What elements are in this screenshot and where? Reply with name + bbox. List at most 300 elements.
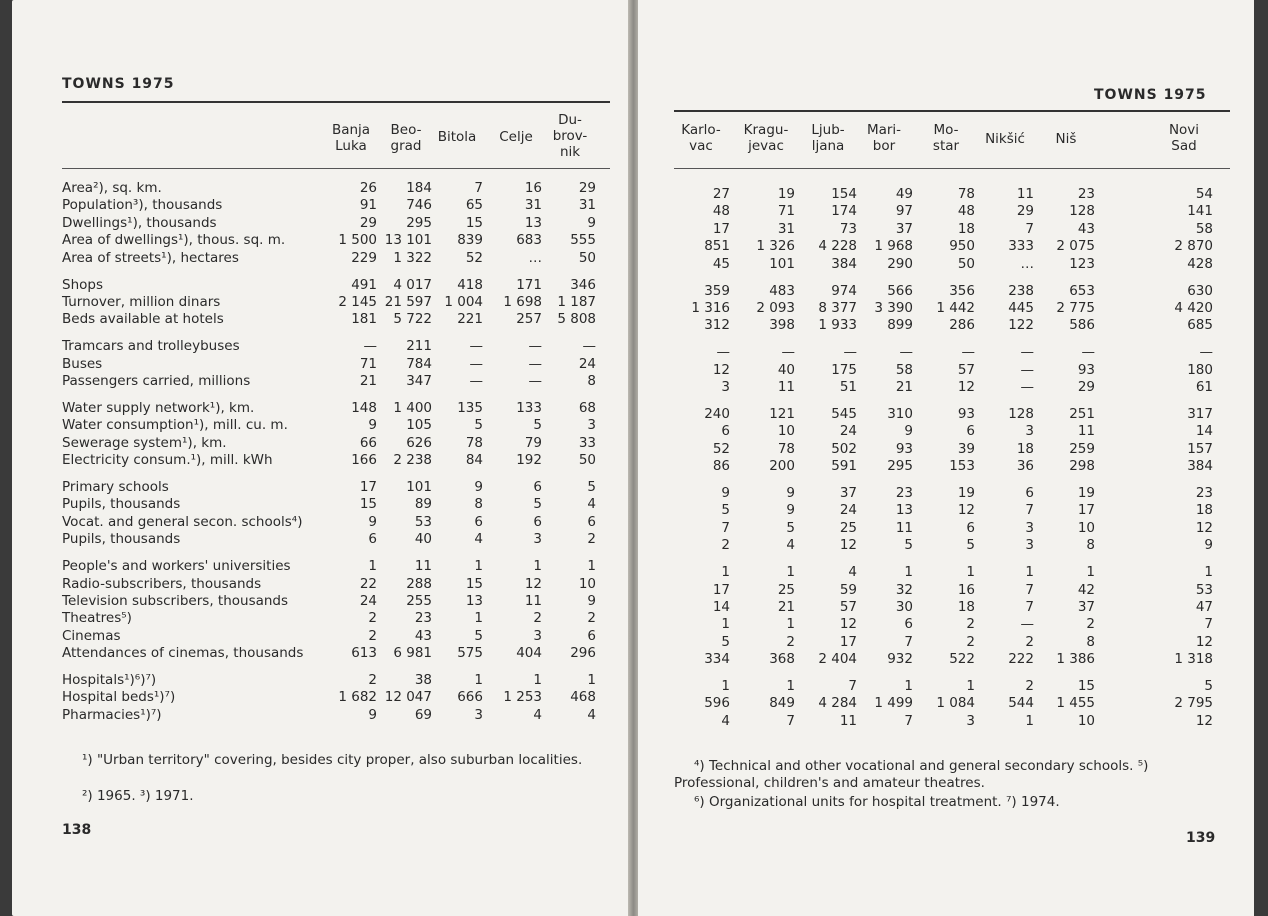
cell-value: — — [1020, 616, 1034, 633]
cell-value: 2 — [1025, 633, 1034, 650]
cell-value: 128 — [1008, 405, 1034, 422]
cell-value: 24 — [839, 423, 857, 440]
cell-value: 9 — [786, 502, 795, 519]
cell-value: 78 — [777, 440, 795, 457]
cell-value: 15 — [1077, 678, 1095, 694]
cell-value: 52 — [712, 440, 730, 457]
cell-value: 37 — [895, 220, 913, 237]
cell-value: 7 — [786, 712, 795, 729]
header-rule — [674, 168, 1230, 169]
cell-value: 2 093 — [756, 299, 795, 316]
cell-value: 575 — [457, 645, 483, 662]
cell-value: 255 — [406, 592, 432, 609]
cell-value: 1 — [904, 678, 913, 694]
cell-value: 18 — [957, 220, 975, 237]
cell-value: 29 — [1077, 379, 1095, 395]
cell-value: 6 — [533, 513, 542, 530]
cell-value: 2 — [368, 627, 377, 644]
cell-value: 15 — [359, 496, 377, 513]
cell-value: 6 — [474, 513, 483, 530]
cell-value: 1 — [1025, 564, 1034, 581]
cell-value: 10 — [777, 423, 795, 440]
cell-value: 4 — [587, 706, 596, 723]
column-header — [733, 122, 799, 154]
cell-value: 229 — [351, 249, 377, 266]
cell-value: 1 — [474, 558, 483, 575]
cell-value: 24 — [839, 502, 857, 519]
cell-value: 1 318 — [1174, 651, 1213, 668]
cell-value: 78 — [957, 186, 975, 202]
cell-value: 19 — [777, 186, 795, 202]
row-label: Sewerage system¹), km. — [62, 434, 227, 451]
cell-value: 97 — [895, 203, 913, 220]
cell-value: 295 — [406, 214, 432, 231]
row-label: Buses — [62, 355, 103, 372]
cell-value: 180 — [1187, 361, 1213, 378]
row-label: Television subscribers, thousands — [62, 592, 289, 609]
row-label: Shops — [62, 276, 103, 293]
page-heading: TOWNS 1975 — [1094, 87, 1207, 103]
cell-value: 666 — [457, 689, 483, 706]
cell-value: 17 — [712, 581, 730, 598]
cell-value: 333 — [1008, 238, 1034, 255]
cell-value: 57 — [839, 598, 857, 615]
cell-value: 1 442 — [936, 299, 975, 316]
cell-value: — — [1020, 361, 1034, 378]
cell-value: 1 — [533, 672, 542, 688]
cell-value: 12 — [712, 361, 730, 378]
cell-value: 14 — [712, 598, 730, 615]
row-label: Tramcars and trolleybuses — [62, 338, 240, 355]
cell-value: 428 — [1187, 255, 1213, 272]
cell-value: 5 — [721, 502, 730, 519]
cell-value: — — [469, 355, 483, 372]
cell-value: 5 722 — [393, 311, 432, 328]
cell-value: 22 — [359, 575, 377, 592]
cell-value: 93 — [895, 440, 913, 457]
cell-value: — — [528, 355, 542, 372]
cell-value: 544 — [1008, 695, 1034, 712]
cell-value: 9 — [1204, 537, 1213, 554]
cell-value: 8 — [474, 496, 483, 513]
cell-value: 1 253 — [503, 689, 542, 706]
column-header-line: jevac — [748, 138, 784, 154]
cell-value: 5 — [533, 417, 542, 434]
cell-value: — — [363, 338, 377, 355]
cell-value: 84 — [465, 452, 483, 469]
cell-value: — — [716, 344, 730, 361]
heading-rule — [62, 101, 610, 103]
cell-value: 1 968 — [874, 238, 913, 255]
cell-value: 566 — [887, 282, 913, 299]
cell-value: 12 — [957, 502, 975, 519]
cell-value: 43 — [414, 627, 432, 644]
cell-value: 6 — [966, 519, 975, 536]
cell-value: 31 — [578, 197, 596, 214]
cell-value: 1 — [966, 564, 975, 581]
cell-value: 251 — [1069, 405, 1095, 422]
cell-value: 974 — [831, 282, 857, 299]
cell-value: 101 — [406, 479, 432, 495]
cell-value: 93 — [957, 405, 975, 422]
page-number: 139 — [1186, 830, 1216, 846]
column-header-line: Celje — [499, 129, 533, 145]
cell-value: 9 — [904, 423, 913, 440]
row-label: Passengers carried, millions — [62, 373, 251, 389]
cell-value: 2 — [1025, 678, 1034, 694]
cell-value: 6 — [533, 479, 542, 495]
cell-value: 2 — [587, 531, 596, 548]
cell-value: 23 — [414, 610, 432, 627]
cell-value: 7 — [721, 519, 730, 536]
column-header — [427, 129, 487, 145]
cell-value: 57 — [957, 361, 975, 378]
cell-value: 1 — [1204, 564, 1213, 581]
row-label: Attendances of cinemas, thousands — [62, 645, 304, 662]
cell-value: 73 — [839, 220, 857, 237]
cell-value: 37 — [1077, 598, 1095, 615]
cell-value: 5 — [966, 537, 975, 554]
cell-value: 9 — [587, 214, 596, 231]
cell-value: 13 — [895, 502, 913, 519]
cell-value: 68 — [578, 399, 596, 416]
cell-value: 445 — [1008, 299, 1034, 316]
cell-value: 3 — [474, 706, 483, 723]
column-header-line: vac — [689, 138, 713, 154]
cell-value: 5 — [533, 496, 542, 513]
cell-value: 839 — [457, 232, 483, 249]
row-label: Water consumption¹), mill. cu. m. — [62, 417, 288, 434]
cell-value: 15 — [465, 214, 483, 231]
cell-value: 347 — [406, 373, 432, 389]
cell-value: 7 — [1025, 598, 1034, 615]
cell-value: 6 — [368, 531, 377, 548]
row-label: Theatres⁵) — [62, 610, 132, 627]
cell-value: 61 — [1195, 379, 1213, 395]
cell-value: 2 238 — [393, 452, 432, 469]
cell-value: 6 — [966, 423, 975, 440]
cell-value: 545 — [831, 405, 857, 422]
cell-value: 5 — [904, 537, 913, 554]
cell-value: 3 — [966, 712, 975, 729]
cell-value: 12 — [957, 379, 975, 395]
cell-value: 6 — [587, 627, 596, 644]
column-header — [913, 122, 979, 154]
cell-value: 18 — [1016, 440, 1034, 457]
cell-value: 2 404 — [818, 651, 857, 668]
cell-value: 2 — [786, 633, 795, 650]
cell-value: 3 390 — [874, 299, 913, 316]
row-label: Beds available at hotels — [62, 311, 224, 328]
cell-value: 1 — [721, 616, 730, 633]
cell-value: 1 326 — [756, 238, 795, 255]
cell-value: 105 — [406, 417, 432, 434]
cell-value: 47 — [1195, 598, 1213, 615]
cell-value: 12 — [1195, 712, 1213, 729]
cell-value: 296 — [570, 645, 596, 662]
cell-value: 851 — [704, 238, 730, 255]
cell-value: 8 377 — [818, 299, 857, 316]
cell-value: 135 — [457, 399, 483, 416]
row-label: Electricity consum.¹), mill. kWh — [62, 452, 273, 469]
column-header — [321, 122, 381, 154]
cell-value: 32 — [895, 581, 913, 598]
cell-value: 596 — [704, 695, 730, 712]
column-header-line: Karlo- — [681, 122, 721, 138]
cell-value: 295 — [887, 458, 913, 475]
column-header-line: Mari- — [866, 122, 902, 138]
cell-value: 54 — [1195, 186, 1213, 202]
page-number: 138 — [62, 822, 92, 838]
cell-value: 123 — [1069, 255, 1095, 272]
cell-value: 7 — [1025, 581, 1034, 598]
cell-value: — — [582, 338, 596, 355]
cell-value: 630 — [1187, 282, 1213, 299]
cell-value: 356 — [949, 282, 975, 299]
cell-value: 37 — [839, 485, 857, 501]
cell-value: 9 — [474, 479, 483, 495]
cell-value: 43 — [1077, 220, 1095, 237]
cell-value: 7 — [904, 633, 913, 650]
cell-value: 7 — [1025, 502, 1034, 519]
cell-value: 555 — [570, 232, 596, 249]
cell-value: 899 — [887, 317, 913, 334]
cell-value: 4 017 — [393, 276, 432, 293]
cell-value: 45 — [712, 255, 730, 272]
row-label: Hospitals¹)⁶)⁷) — [62, 672, 157, 688]
cell-value: 1 — [474, 672, 483, 688]
cell-value: 14 — [1195, 423, 1213, 440]
cell-value: 685 — [1187, 317, 1213, 334]
cell-value: 121 — [769, 405, 795, 422]
cell-value: 52 — [465, 249, 483, 266]
cell-value: 24 — [578, 355, 596, 372]
footnote-urban-territory: ¹) "Urban territory" covering, besides city proper, also suburban localities. — [82, 752, 583, 768]
cell-value: 4 — [533, 706, 542, 723]
cell-value: 11 — [1077, 423, 1095, 440]
row-label: Primary schools — [62, 479, 169, 495]
cell-value: 17 — [359, 479, 377, 495]
cell-value: 7 — [848, 678, 857, 694]
cell-value: 174 — [831, 203, 857, 220]
cell-value: 522 — [949, 651, 975, 668]
cell-value: 8 — [1086, 633, 1095, 650]
cell-value: 9 — [368, 513, 377, 530]
cell-value: — — [469, 373, 483, 389]
cell-value: 175 — [831, 361, 857, 378]
cell-value: 29 — [578, 180, 596, 196]
cell-value: 398 — [769, 317, 795, 334]
column-header-line: Kragu- — [743, 122, 789, 138]
cell-value: 312 — [704, 317, 730, 334]
column-header — [668, 122, 734, 154]
cell-value: 7 — [1204, 616, 1213, 633]
row-label: Cinemas — [62, 627, 121, 644]
cell-value: 7 — [1025, 220, 1034, 237]
cell-value: 6 — [1025, 485, 1034, 501]
cell-value: 7 — [904, 712, 913, 729]
cell-value: 334 — [704, 651, 730, 668]
column-header-line: bor — [872, 138, 896, 154]
cell-value: 7 — [474, 180, 483, 196]
cell-value: 784 — [406, 355, 432, 372]
cell-value: 11 — [414, 558, 432, 575]
cell-value: 11 — [524, 592, 542, 609]
cell-value: 222 — [1008, 651, 1034, 668]
cell-value: 184 — [406, 180, 432, 196]
cell-value: 30 — [895, 598, 913, 615]
cell-value: … — [1020, 255, 1034, 272]
cell-value: 17 — [712, 220, 730, 237]
cell-value: 66 — [359, 434, 377, 451]
cell-value: 58 — [1195, 220, 1213, 237]
cell-value: 3 — [533, 627, 542, 644]
cell-value: — — [899, 344, 913, 361]
column-header-line: ljana — [811, 138, 845, 154]
cell-value: 2 — [368, 672, 377, 688]
cell-value: 78 — [465, 434, 483, 451]
cell-value: 6 — [587, 513, 596, 530]
cell-value: 317 — [1187, 405, 1213, 422]
cell-value: 12 — [1195, 519, 1213, 536]
column-header-line: Ljub- — [811, 122, 845, 138]
column-header-line: brov- — [552, 128, 588, 144]
cell-value: 33 — [578, 434, 596, 451]
column-header-line: Du- — [558, 112, 582, 128]
cell-value: 2 145 — [338, 293, 377, 310]
cell-value: 2 — [533, 610, 542, 627]
cell-value: 849 — [769, 695, 795, 712]
right-page — [638, 0, 1254, 916]
cell-value: 25 — [839, 519, 857, 536]
cell-value: 2 — [966, 633, 975, 650]
cell-value: 36 — [1016, 458, 1034, 475]
column-header — [851, 122, 917, 154]
cell-value: 40 — [414, 531, 432, 548]
cell-value: 21 — [359, 373, 377, 389]
row-label: Radio-subscribers, thousands — [62, 575, 262, 592]
cell-value: 86 — [712, 458, 730, 475]
cell-value: 1 682 — [338, 689, 377, 706]
page-heading: TOWNS 1975 — [62, 76, 175, 92]
cell-value: 5 808 — [557, 311, 596, 328]
cell-value: 4 420 — [1174, 299, 1213, 316]
cell-value: 1 933 — [818, 317, 857, 334]
cell-value: 4 — [474, 531, 483, 548]
cell-value: 157 — [1187, 440, 1213, 457]
cell-value: 418 — [457, 276, 483, 293]
cell-value: — — [781, 344, 795, 361]
footnote-hospitals: ⁶) Organizational units for hospital treatment. ⁷) 1974. — [694, 794, 1060, 810]
cell-value: 1 — [786, 564, 795, 581]
cell-value: 26 — [359, 180, 377, 196]
cell-value: 2 — [368, 610, 377, 627]
cell-value: 49 — [895, 186, 913, 202]
cell-value: 4 — [587, 496, 596, 513]
cell-value: 10 — [1077, 712, 1095, 729]
cell-value: 48 — [712, 203, 730, 220]
cell-value: 2 075 — [1056, 238, 1095, 255]
cell-value: 404 — [516, 645, 542, 662]
cell-value: 1 084 — [936, 695, 975, 712]
heading-rule — [674, 110, 1230, 112]
cell-value: 4 284 — [818, 695, 857, 712]
cell-value: 21 597 — [384, 293, 432, 310]
header-rule — [62, 168, 610, 169]
cell-value: 1 698 — [503, 293, 542, 310]
cell-value: 384 — [1187, 458, 1213, 475]
cell-value: 31 — [524, 197, 542, 214]
cell-value: 932 — [887, 651, 913, 668]
cell-value: 21 — [895, 379, 913, 395]
cell-value: — — [528, 373, 542, 389]
cell-value: — — [1199, 344, 1213, 361]
cell-value: 17 — [1077, 502, 1095, 519]
cell-value: — — [843, 344, 857, 361]
cell-value: 12 — [1195, 633, 1213, 650]
row-label: Pupils, thousands — [62, 496, 181, 513]
cell-value: 3 — [587, 417, 596, 434]
cell-value: 1 316 — [691, 299, 730, 316]
cell-value: 192 — [516, 452, 542, 469]
cell-value: — — [961, 344, 975, 361]
cell-value: 2 — [587, 610, 596, 627]
row-label: Dwellings¹), thousands — [62, 214, 217, 231]
cell-value: 21 — [777, 598, 795, 615]
cell-value: — — [1081, 344, 1095, 361]
row-label: Turnover, million dinars — [62, 293, 221, 310]
cell-value: 1 — [474, 610, 483, 627]
column-header-line: star — [932, 138, 960, 154]
cell-value: 6 — [904, 616, 913, 633]
cell-value: 200 — [769, 458, 795, 475]
row-label: Area of dwellings¹), thous. sq. m. — [62, 232, 286, 249]
cell-value: 154 — [831, 186, 857, 202]
column-header-line: Luka — [335, 138, 367, 154]
cell-value: 50 — [957, 255, 975, 272]
cell-value: 8 — [587, 373, 596, 389]
cell-value: 11 — [895, 519, 913, 536]
row-label: Area²), sq. km. — [62, 180, 162, 196]
cell-value: 257 — [516, 311, 542, 328]
cell-value: 9 — [587, 592, 596, 609]
cell-value: 18 — [1195, 502, 1213, 519]
row-label: Population³), thousands — [62, 197, 223, 214]
column-header — [1151, 122, 1217, 154]
row-label: Pupils, thousands — [62, 531, 181, 548]
footnote-schools-theatres: ⁴) Technical and other vocational and general secondary schools. ⁵) Professional, children's and amateur theatres. — [674, 758, 1149, 791]
cell-value: 18 — [957, 598, 975, 615]
column-header-line: grad — [390, 138, 422, 154]
cell-value: 298 — [1069, 458, 1095, 475]
cell-value: 27 — [712, 186, 730, 202]
cell-value: 50 — [578, 452, 596, 469]
cell-value: 42 — [1077, 581, 1095, 598]
cell-value: 11 — [1016, 186, 1034, 202]
cell-value: 11 — [839, 712, 857, 729]
cell-value: 288 — [406, 575, 432, 592]
cell-value: 9 — [368, 417, 377, 434]
cell-value: 65 — [465, 197, 483, 214]
cell-value: 1 499 — [874, 695, 913, 712]
cell-value: 128 — [1069, 203, 1095, 220]
cell-value: 384 — [831, 255, 857, 272]
cell-value: — — [528, 338, 542, 355]
cell-value: 1 386 — [1056, 651, 1095, 668]
cell-value: 5 — [786, 519, 795, 536]
cell-value: 31 — [777, 220, 795, 237]
cell-value: 51 — [839, 379, 857, 395]
